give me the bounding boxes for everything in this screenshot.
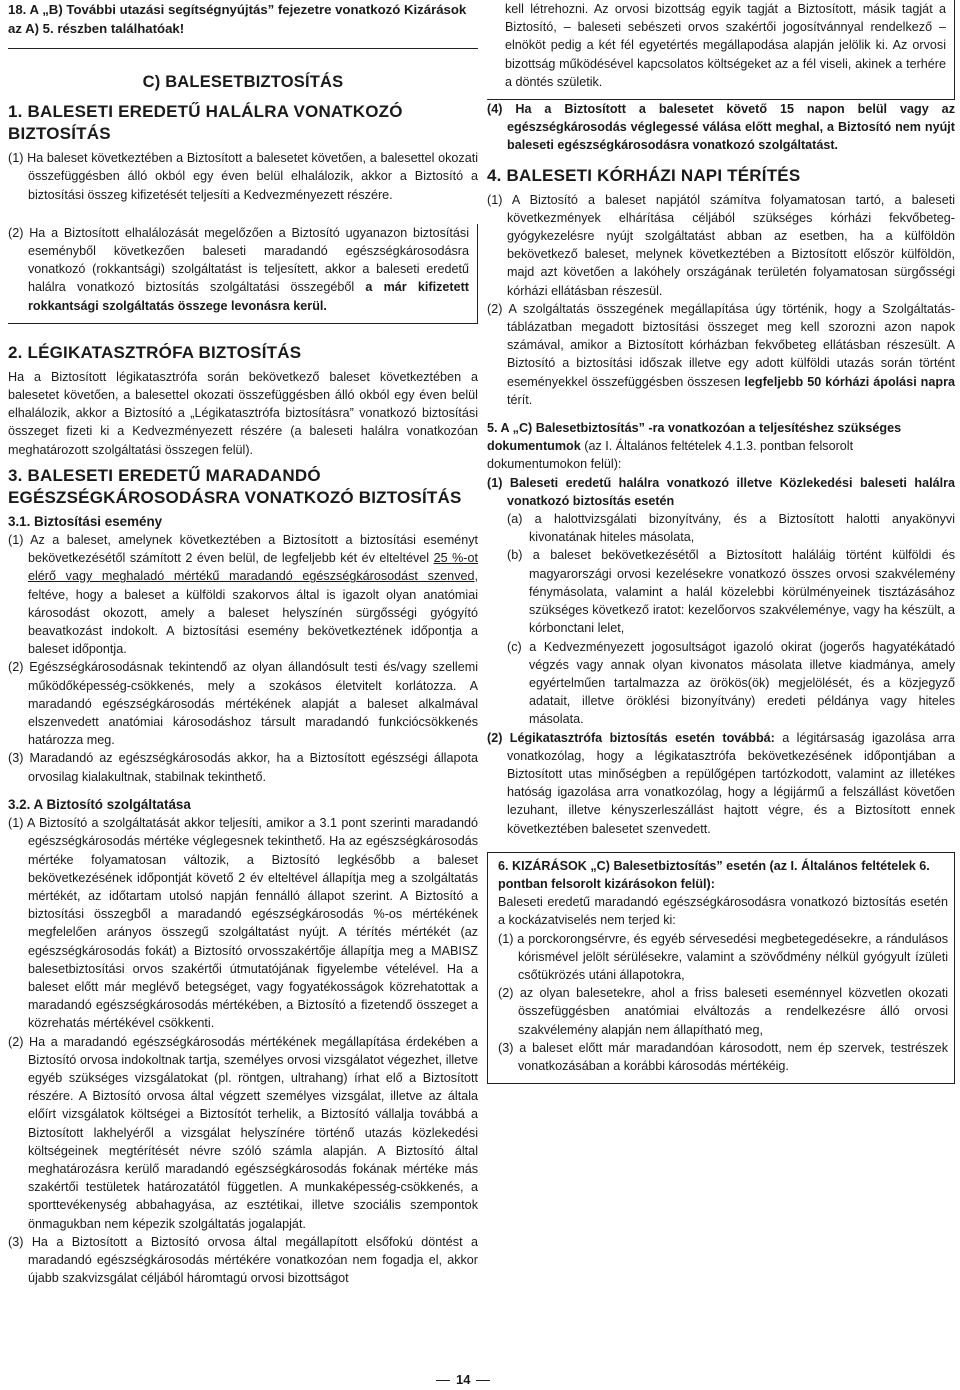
top-note-box [8,0,478,49]
s4-paragraph-2 [487,300,955,409]
section-3-2-title: 3.2. A Biztosító szolgáltatása [8,796,191,812]
s5-item-1-b: (b) a baleset bekövetkezésétől a Biztosított haláláig történt külföldi és magyarországi orvosi kezelésekre vonatkozó összes orvosi szakvélemény fénymásolata, valamint a halál közelebbi körülményeinek tisztázásához szükséges következő iratot: kezelőorvos szakvéleménye, vagy ha készült, a kórbonctani lelet, [507,548,955,636]
s31-p1-text-a: (1) Az a baleset, amelynek következtében a Biztosított a biztosítási eseményt bekövetkezésétől számított 2 éven belül, de legfeljebb két év elteltével [8,533,478,566]
s1-paragraph-1: (1) Ha baleset következtében a Biztosított a balesetet követően, a balesettel okozati összefüggésben álló okból egy éven belül elhalálozik, akkor a Biztosító a biztosítási összeg kifizetését teljesíti a Kedvezményezett részére. [8,151,478,202]
s1-paragraph-2-box [8,224,478,324]
s6-intro: Baleseti eredetű maradandó egészségkárosodásra vonatkozó biztosítás esetén a kockázatviselés nem terjed ki: [498,895,948,928]
left-column [8,0,478,1287]
section-5-title [487,419,955,474]
section-1-title: 1. BALESETI EREDETŰ HALÁLRA VONATKOZÓ BIZTOSÍTÁS [8,102,403,144]
section-4-title: 4. BALESETI KÓRHÁZI NAPI TÉRÍTÉS [487,165,801,185]
s6-item-3: (3) a baleset előtt már maradandóan károsodott, nem ép szervek, testrészek vonatkozásában a korábbi károsodás mértékéig. [498,1040,948,1073]
s5-item-2-text: a légitársaság igazolása arra vonatkozólag, hogy a légikatasztrófa bekövetkezésének időpontjában a Biztosított utas minőségben a repülőgépen tartózkodott, valamint az illetékes hatóság igazolása arra vonatkozólag, hogy a légijármű a felszállást követően lezuhant, illetve kényszerleszállást hajtott végre, és a Biztosított ennek következtében balesetet szenvedett. [507,730,955,836]
s5-item-2-bold: (2) Légikatasztrófa biztosítás esetén továbbá: [487,730,775,745]
s31-paragraph-3: (3) Maradandó az egészségkárosodás akkor, ha a Biztosított egészségi állapota orvosilag kialakultnak, stabilnak tekinthető. [8,751,478,784]
section-title: C) BALESETBIZTOSÍTÁS [142,73,344,91]
section-2-title: 2. LÉGIKATASZTRÓFA BIZTOSÍTÁS [8,342,302,362]
s2-paragraph: Ha a Biztosított légikatasztrófa során bekövetkező baleset következtében a balesetet követően, a balesettel okozati összefüggésben álló okból egy éven belül elhalálozik, akkor a Biztosító a „Légikatasztrófa biztosításra” vonatkozó biztosítási összeget fizeti ki a Kedvezményezett részére (a baleseti halálra vonatkozóan meghatározott szolgáltatási összegen felül). [8,369,478,457]
s5-item-1-a: (a) a halottvizsgálati bizonyítvány, és a Biztosított halotti anyakönyvi kivonatának hiteles másolata, [507,512,955,545]
s31-p1-text-b: , feltéve, hogy a baleset a külföldi szakorvos által is igazolt olyan anatómiai károsodást okozott, amely a baleset helyszínén sürgősségi gyógyító beavatkozást indokolt. A biztosítási esemény bekövetkeztének időpontja a baleset időpontja. [28,569,478,657]
page-number: 14 [456,1372,471,1387]
s32-paragraph-4: (4) Ha a Biztosított a balesetet követő 15 napon belül vagy az egészségkárosodás véglegessé válása előtt meghal, a Biztosító nem nyújt baleseti egészségkárosodásra vonatkozó szolgáltatást. [487,102,955,153]
s4-p2-bold: legfeljebb 50 kórházi ápolási napra [744,374,955,389]
s4-p2-text-a: (2) A szolgáltatás összegének megállapítása úgy történik, hogy a Szolgáltatás-táblázatban megadott biztosítási összeget meg kell szorozni azon napok számával, amikor a Biztosított kórházban fekvőbeteg ellátásban részesült. A Biztosító a biztosítási időszak illetve egy adott külföldi utazás során történt eseményekkel összefüggésben összesen [487,301,955,389]
continuation-box [487,0,955,100]
s5-item-1-title: (1) Baleseti eredetű halálra vonatkozó illetve Közlekedési baleseti halálra vonatkozó biztosítás esetén [487,475,955,508]
exclusions-box [487,852,955,1084]
s5-title-rest: (az I. Általános feltételek 4.1.3. pontban felsorolt dokumentumokon felül): [487,439,854,472]
right-column [487,0,955,1084]
s5-title-bold: 5. A „C) Balesetbiztosítás” -ra vonatkozóan a teljesítéshez szükséges dokumentumok [487,421,902,454]
s6-item-2: (2) az olyan balesetekre, ahol a friss baleseti eseménnyel közvetlen okozati összefüggésben anatómiai elváltozás a rendelkezésre álló orvosi szakvélemény alapján nem állapítható meg, [498,986,948,1037]
s5-item-1-c: (c) a Kedvezményezett jogosultságot igazoló okirat (jogerős hagyatékátadó végzés vagy annak olyan kivonatos másolata illetve kiadmánya, amely egyértelműen tartalmazza az örökös(ök) megjelölését, és a közjegyző adatait, illetve öröklési bizonyítvány) eredeti példánya vagy hiteles másolata. [507,639,955,727]
s6-item-1: (1) a porckorongsérvre, és egyéb sérvesedési megbetegedésekre, a rándulásos kórismével jelölt sérülésekre, valamint a szövődmény nélkül gyógyult ízületi csőtükrözés utáni állapotokra, [498,931,948,982]
s1-p2-bold: a már kifizetett rokkantsági szolgáltatás összege levonásra kerül. [28,280,469,313]
section-3-title: 3. BALESETI EREDETŰ MARADANDÓ EGÉSZSÉGKÁROSODÁSRA VONATKOZÓ BIZTOSÍTÁS [8,465,462,507]
s32-paragraph-3: (3) Ha a Biztosított a Biztosító orvosa által megállapított elsőfokú döntést a maradandó egészségkárosodás mértékére vonatkozóan nem fogadja el, akkor újabb szakvizsgálat céljából háromtagú orvosi bizottságot [8,1234,478,1286]
s31-paragraph-1 [8,531,478,658]
s31-p1-underline: 25 %-ot elérő vagy meghaladó mértékű maradandó egészségkárosodást szenved [28,551,478,584]
s32-paragraph-2: (2) Ha a maradandó egészségkárosodás mértékének megállapítása érdekében a Biztosító orvosa indokoltnak tartja, személyes orvosi vizsgálatot végezhet, illetve egyéb szükséges vizsgálatokat (pl. röntgen, ultrahang) írhat elő a Biztosított részére. A Biztosító orvosa által végzett személyes vizsgálat, illetve az általa előírt vizsgálatok költségei a Biztosítót terhelik, a Biztosító vállalja továbbá a Biztosított lakhelyéről a vizsgálat helyszínére történő utazás közlekedési költségeinek megtérítését névre szóló számla alapján. A Biztosító által meghatározásra kerülő maradandó egészségkárosodás fokának mértéke más szakértői testületek határozatától független. A munkaképesség-csökkenés, a sporttevékenység abbahagyása, az esztétikai, illetve szociális szempontok önmagukban nem képezik szolgáltatás jogalapját. [8,1034,478,1231]
s32-paragraph-1: (1) A Biztosító a szolgáltatását akkor teljesíti, amikor a 3.1 pont szerinti maradandó egészségkárosodás mértéke véglegesnek tekinthető. Ha az egészségkárosodás mértéke folyamatosan változik, a Biztosító legkésőbb a baleset bekövetkezésének időpontját követő 2 év elteltével állapítja meg a szolgáltatás mértékét, az időtartam utolsó napján fennálló állapot szerint. A Biztosító a biztosítási összegből a maradandó egészségkárosodás %-os mértékének megfelelően arányos összegű szolgáltatást nyújt. A térítés mértékét (az egészségkárosodás fokát) a Biztosító orvosszakértője állapítja meg a MABISZ balesetbiztosítási orvos szakértői útmutatójának figyelembe vételével. Ha a baleset előtt már meglévő betegséget, vagy fogyatékosságok közrehatottak a maradandó egészségkárosodás mértékében, a Biztosító a fizetendő összeget a közrehatás mértékével csökkenti. [8,816,478,1031]
section-3-1-title: 3.1. Biztosítási esemény [8,513,163,529]
top-note: 18. A „B) További utazási segítségnyújtás” fejezetre vonatkozó Kizárások az A) 5. részben találhatóak! [8,2,467,36]
s1-p2-text: (2) Ha a Biztosított elhalálozását megelőzően a Biztosító ugyanazon biztosítási eseményből következően baleseti maradandó egészségkárosodásra vonatkozó (rokkantsági) szolgáltatást is teljesített, akkor a baleseti eredetű halálra vonatkozó biztosítás szolgáltatási összegéből [8,225,469,295]
continuation-paragraph: kell létrehozni. Az orvosi bizottság egyik tagját a Biztosított, másik tagját a Biztosító, – baleseti sebészeti orvos szakértői jogosítvánnyal rendelkező – elnököt pedig a két fél egyetértés megállapodása alapján jelölik ki. Az orvosi bizottság működésével kapcsolatos költségeket az a fél viseli, akinek a terhére a döntés születik. [505,2,946,89]
section-6-title: 6. KIZÁRÁSOK „C) Balesetbiztosítás” esetén (az I. Általános feltételek 6. pontban felsorolt kizárásokon felül): [498,858,930,891]
s5-item-2 [487,729,955,838]
s4-p2-text-c: térít. [507,392,533,407]
s1-paragraph-2 [8,224,469,315]
s31-paragraph-2: (2) Egészségkárosodásnak tekintendő az olyan állandósult testi és/vagy szellemi működőképesség-csökkenés, mely a szokásos életvitelt korlátozza. A maradandó egészségkárosodás mértékének alapját a baleset alkalmával elszenvedett anatómiai károsodáshoz társult maradandó funkciócsökkenés határozza meg. [8,660,478,748]
s4-paragraph-1: (1) A Biztosító a baleset napjától számítva folyamatosan tartó, a baleseti következmények elhárítása céljából szükséges kórházi fekvőbeteg-gyógykezelésre nyújt szolgáltatást abban az esetben, ha a külföldön bekövetkező baleset, melynek következtében a Biztosított először külföldön, majd azt követően a lakóhely országának területén folyamatosan sürgősségi kórházi ellátásban részesül. [487,192,955,298]
